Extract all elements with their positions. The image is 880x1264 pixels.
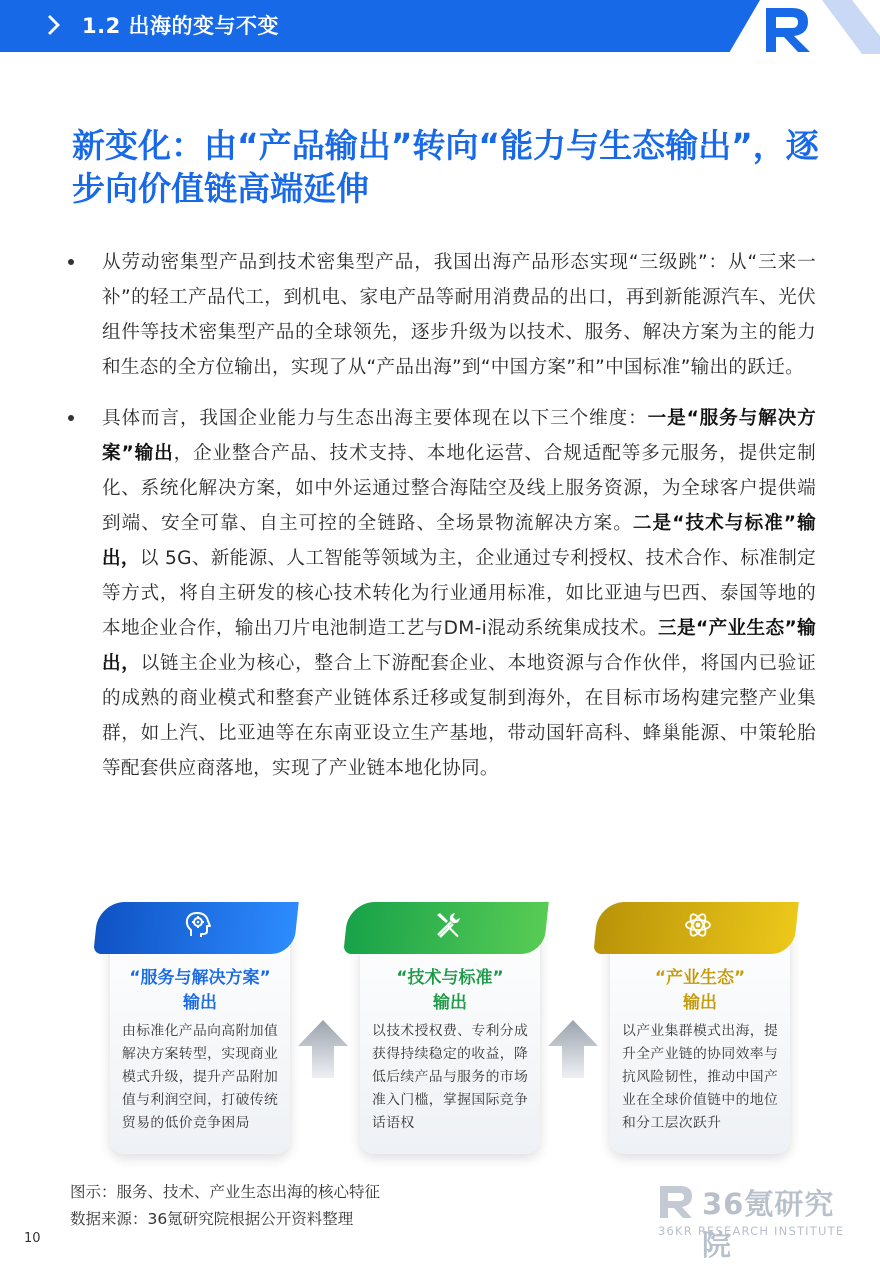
flow-arrow-icon: [546, 1018, 600, 1080]
card-description: 以产业集群模式出海，提升全产业链的协同效率与抗风险韧性，推动中国产业在全球价值链中的地位和分工层次跃升: [622, 1023, 779, 1131]
bullet-segment: 具体而言，我国企业能力与生态出海主要体现在以下三个维度：: [102, 408, 648, 429]
bullet-segment-bold: 三是“产业生态”输出，: [102, 618, 816, 674]
logo-text-en: 36KR RESEARCH INSTITUTE: [658, 1224, 845, 1238]
card-title-line: 输出: [433, 993, 467, 1013]
section-title: 1.2 出海的变与不变: [82, 14, 280, 38]
card-title: [360, 966, 540, 1016]
head-gear-icon: [183, 910, 213, 940]
bullet-list: [66, 245, 816, 802]
wrench-screwdriver-icon: [433, 910, 463, 940]
bullet-item: [66, 401, 816, 786]
card-ecosystem: [596, 900, 792, 1156]
card-title: [610, 966, 790, 1016]
logo-text-cn: 36氪研究院: [702, 1187, 835, 1262]
bullet-dot-icon: [68, 415, 74, 421]
bullet-segment-bold: 一是“服务与解决方案”输出: [102, 408, 816, 464]
figure-caption: 图示：服务、技术、产业生态出海的核心特征: [70, 1183, 381, 1201]
bullet-dot-icon: [68, 259, 74, 265]
bullet-text: [102, 245, 816, 385]
card-title-line: “技术与标准”: [396, 968, 504, 988]
feature-cards: [96, 900, 796, 1160]
bullet-text: [102, 401, 816, 786]
data-source: 数据来源：36氪研究院根据公开资料整理: [70, 1210, 354, 1228]
logo-r-icon: [658, 1184, 696, 1220]
headline: 新变化：由“产品输出”转向“能力与生态输出”，逐步向价值链高端延伸: [72, 126, 819, 208]
page-number: 10: [24, 1231, 41, 1246]
card-description: 由标准化产品向高附加值解决方案转型，实现商业模式升级，提升产品附加值与利润空间，打破传统贸易的低价竞争困局: [122, 1023, 279, 1131]
card-title-line: 输出: [683, 993, 717, 1013]
card-title: [110, 966, 290, 1016]
card-title-line: “服务与解决方案”: [129, 968, 271, 988]
card-description: 以技术授权费、专利分成获得持续稳定的收益，降低后续产品与服务的市场准入门槛，掌握国际竞争话语权: [372, 1023, 529, 1131]
bullet-segment: 从劳动密集型产品到技术密集型产品，我国出海产品形态实现“三级跳”：从“三来一补”的轻工产品代工，到机电、家电产品等耐用消费品的出口，再到新能源汽车、光伏组件等技术密集型产品的全球领先，逐步升级为以技术、服务、解决方案为主的能力和生态的全方位输出，实现了从“产品出海”到“中国方案”和”中国标准”输出的跃迁。: [102, 252, 816, 378]
bullet-segment: 以 5G、新能源、人工智能等领域为主，企业通过专利授权、技术合作、标准制定等方式，将自主研发的核心技术转化为行业通用标准，如比亚迪与巴西、泰国等地的本地企业合作，输出刀片电池制造工艺与DM-i混动系统集成技术。: [102, 548, 817, 639]
bullet-segment: ，企业整合产品、技术支持、本地化运营、合规适配等多元服务，提供定制化、系统化解决方案，如中外运通过整合海陆空及线上服务资源，为全球客户提供端到端、安全可靠、自主可控的全链路、全场景物流解决方案。: [102, 443, 817, 534]
chevron-right-icon: [48, 13, 62, 37]
card-title-line: “产业生态”: [654, 968, 746, 988]
card-service: [96, 900, 292, 1156]
atom-icon: [683, 910, 713, 940]
footer-logo: [658, 1180, 862, 1262]
card-title-line: 输出: [183, 993, 217, 1013]
card-technology: [346, 900, 542, 1156]
page-header: [0, 0, 880, 52]
bullet-item: [66, 245, 816, 385]
bullet-segment-bold: 二是“技术与标准”输出，: [102, 513, 816, 569]
bullet-segment: 以链主企业为核心，整合上下游配套企业、本地资源与合作伙伴，将国内已验证的成熟的商业模式和整套产业链体系迁移或复制到海外，在目标市场构建完整产业集群，如上汽、比亚迪等在东南亚设立生产基地，带动国轩高科、蜂巢能源、中策轮胎等配套供应商落地，实现了产业链本地化协同。: [102, 653, 816, 779]
flow-arrow-icon: [296, 1018, 350, 1080]
brand-logo-icon: [762, 0, 880, 54]
